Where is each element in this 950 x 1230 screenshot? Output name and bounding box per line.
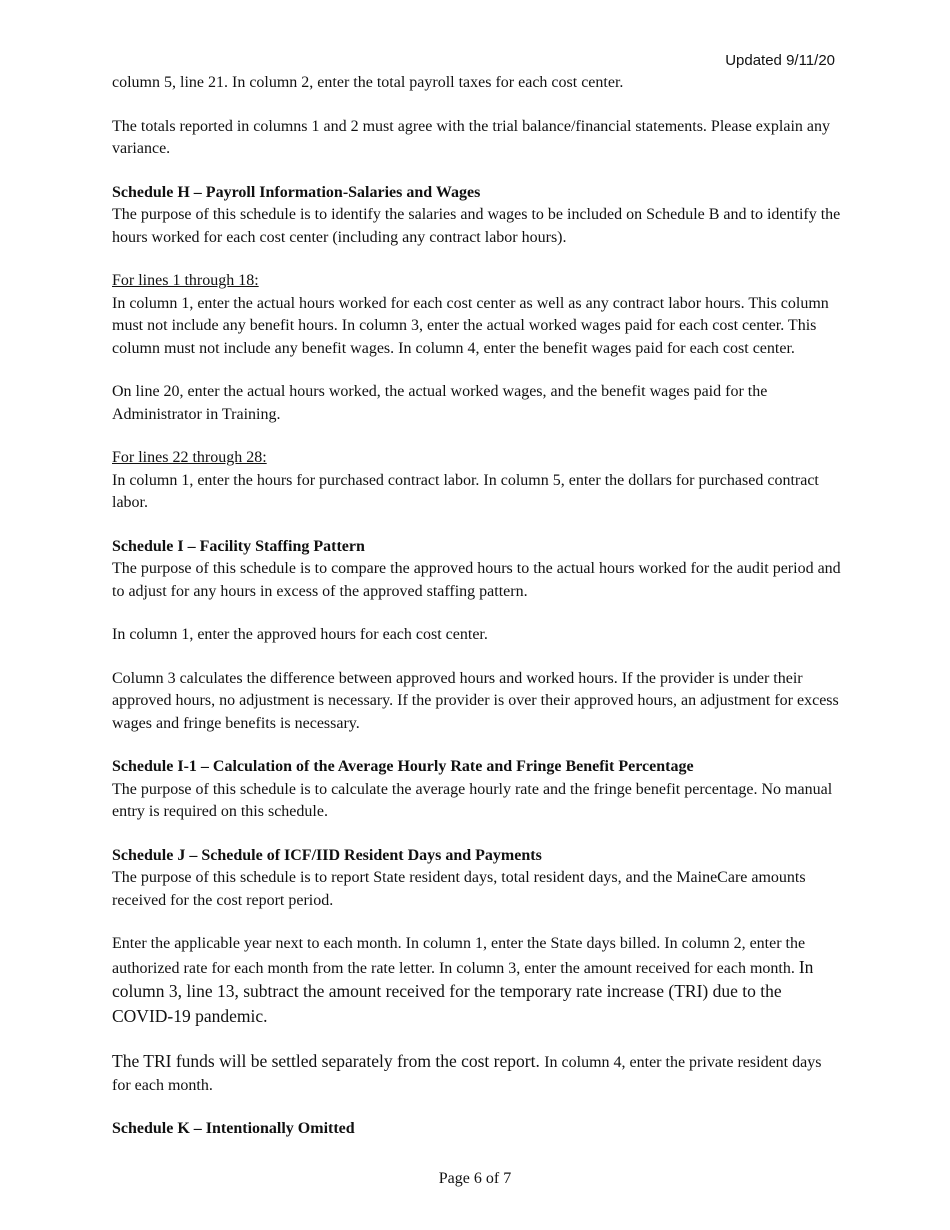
schedule-h-heading: Schedule H – Payroll Information-Salaries and Wages [112, 183, 481, 201]
totals-paragraph: The totals reported in columns 1 and 2 must agree with the trial balance/financial statements. Please explain any variance. [112, 117, 830, 157]
schedule-j-instructions-part2: In column 3, line 13, subtract the amount received for the temporary rate increase (TRI) due to the COVID-19 pandemic. [112, 956, 814, 1026]
schedule-j-tri-part2: In column 4, enter the private resident days for each month. [112, 1054, 822, 1094]
schedule-j-purpose: The purpose of this schedule is to report State resident days, total resident days, and the MaineCare amounts received for the cost report period. [112, 869, 806, 909]
schedule-i-column1: In column 1, enter the approved hours for each cost center. [112, 626, 488, 643]
line-20-text: On line 20, enter the actual hours worked, the actual worked wages, and the benefit wages paid for the Administrator in Training. [112, 383, 768, 423]
intro-line: column 5, line 21. In column 2, enter the total payroll taxes for each cost center. [112, 74, 624, 91]
schedule-j-tri [112, 1050, 842, 1097]
page-number: Page 6 of 7 [438, 1170, 512, 1187]
schedule-i-heading: Schedule I – Facility Staffing Pattern [112, 537, 365, 555]
schedule-j-tri-part1: The TRI funds will be settled separately from the cost report. [112, 1051, 545, 1071]
schedule-i-purpose: The purpose of this schedule is to compare the approved hours to the actual hours worked for the audit period and to adjust for any hours in excess of the approved staffing pattern. [112, 560, 841, 600]
schedule-j-heading: Schedule J – Schedule of ICF/IID Resident Days and Payments [112, 846, 542, 864]
updated-date: Updated 9/11/20 [725, 52, 835, 69]
lines-1-18-text: In column 1, enter the actual hours worked for each cost center as well as any contract labor hours. This column must not include any benefit hours. In column 3, enter the actual worked wages paid for each cost center. This column must not include any benefit wages. In column 4, enter the benefit wages paid for each cost center. [112, 294, 829, 357]
schedule-j-instructions [112, 933, 842, 1029]
schedule-i1-purpose: The purpose of this schedule is to calculate the average hourly rate and the fringe benefit percentage. No manual entry is required on this schedule. [112, 780, 833, 820]
schedule-k-heading: Schedule K – Intentionally Omitted [112, 1120, 355, 1137]
lines-1-18-label: For lines 1 through 18: [112, 272, 259, 289]
document-body [112, 72, 842, 1141]
schedule-j-instructions-part1: Enter the applicable year next to each month. In column 1, enter the State days billed. In column 2, enter the authorized rate for each month from the rate letter. In column 3, enter the amount received for each month. [112, 935, 806, 977]
schedule-i-column3: Column 3 calculates the difference between approved hours and worked hours. If the provider is under their approved hours, no adjustment is necessary. If the provider is over their approved hours, an adjustment for excess wages and fringe benefits is necessary. [112, 669, 839, 732]
lines-22-28-text: In column 1, enter the hours for purchased contract labor. In column 5, enter the dollars for purchased contract labor. [112, 471, 819, 511]
lines-22-28-label: For lines 22 through 28: [112, 449, 267, 466]
schedule-h-purpose: The purpose of this schedule is to identify the salaries and wages to be included on Schedule B and to identify the hours worked for each cost center (including any contract labor hours). [112, 206, 841, 246]
schedule-i1-heading: Schedule I-1 – Calculation of the Average Hourly Rate and Fringe Benefit Percentage [112, 758, 694, 775]
